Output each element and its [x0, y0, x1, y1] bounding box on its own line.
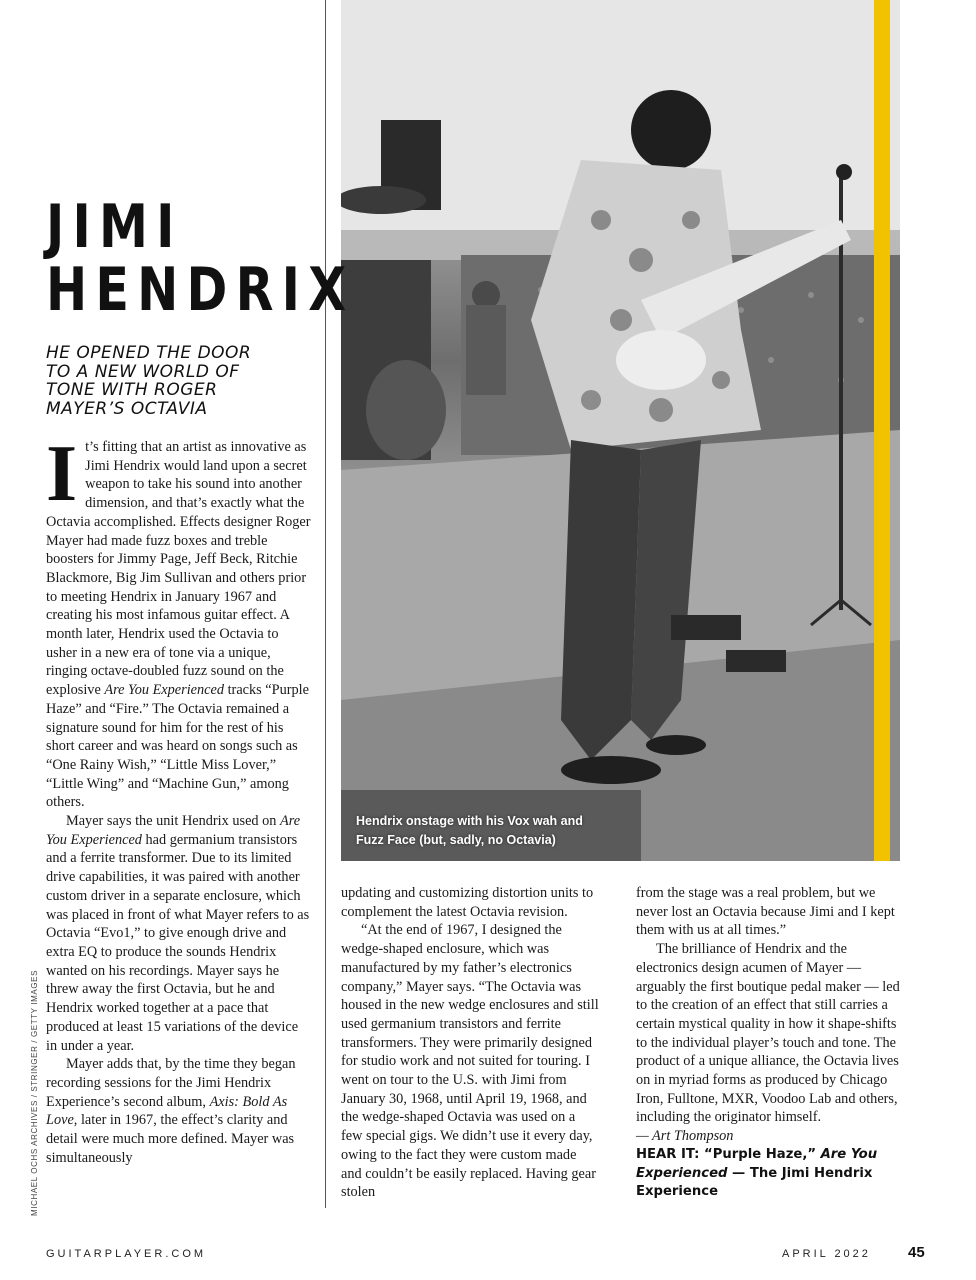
album-axis-bold-as-love: Axis: Bold As Love: [46, 1093, 288, 1129]
p1-text: t’s fitting that an artist as innovative as Jimi Hendrix would land upon a secret weapon to take his sound into another dimension, and that’s exactly what the Octavia accomplished. Effects designer Roger Mayer had made fuzz boxes and treble boosters for Jimmy Page, Jeff Beck, Ritchie Blackmore, Big Jim Sullivan and others prior to meeting Hendrix in January 1967 and creating his most infamous guitar effect. A month later, Hendrix used the Octavia to usher in a new era of tone via a unique, ringing octave-doubled fuzz sound on the explosive: [46, 439, 311, 699]
paragraph-4: updating and customizing distortion units to complement the latest Octavia revision.: [341, 885, 594, 920]
deck-line-4: MAYER’S OCTAVIA: [46, 398, 208, 419]
paragraph-7: The brilliance of Hendrix and the electronics design acumen of Mayer — arguably the first boutique pedal maker — led to the creation of an effect that still carries a certain mystical quality in how it shape-shifts to the individual player’s touch and tone. The product of a unique alliance, the Octavia lives on in myriad forms as produced by Chicago Iron, Fulltone, MXR, Voodoo Lab and others, including the originator himself.: [636, 941, 900, 1126]
footer-site: GUITARPLAYER.COM: [46, 1248, 207, 1260]
author-credit: — Art Thompson: [636, 1128, 734, 1145]
column-divider: [325, 0, 326, 1208]
body-column-1: [46, 430, 312, 1167]
article-deck: [46, 344, 316, 418]
title-line-1: JIMI: [46, 192, 183, 262]
album-are-you-experienced: Are You Experienced: [104, 682, 225, 699]
p3-text-end: , later in 1967, the effect’s clarity and detail were much more defined. Mayer was simultaneously: [46, 1112, 295, 1166]
paragraph-5: “At the end of 1967, I designed the wedge-shaped enclosure, which was manufactured by my father’s electronics company,” Mayer says. “The Octavia was housed in the new wedge enclosures and still used germanium transistors and ferrite transformers. They were primarily designed for studio work and not suited for touring. I went on tour to the U.S. with Jimi from January 30, 1968, until April 19, 1968, and the wedge-shaped Octavia was used on a few special gigs. We didn’t use it every day, owing to the fact they were custom made and couldn’t be easily replaced. Having gear stolen: [341, 922, 599, 1201]
album-are-you-experienced-2: Are You Experienced: [46, 813, 301, 848]
paragraph-2: [46, 812, 312, 1055]
paragraph-1: [46, 430, 312, 812]
photo-caption: [356, 812, 616, 850]
caption-line-2: Fuzz Face (but, sadly, no Octavia): [356, 833, 556, 847]
p2-text-end: had germanium transistors and a ferrite transformer. Due to its limited drive capabilities, it was paired with another custom driver in a separate enclosure, which was placed in front of what Mayer refers to as Octavia “Evo1,” to give enough drive and extra EQ to produce the sounds Hendrix wanted on his recordings. Mayer says he threw away the first Octavia, but he and Hendrix worked together at a pace that produced at least 15 variations of the device in under a year.: [46, 831, 310, 1054]
paragraph-6: from the stage was a real problem, but we never lost an Octavia because Jimi and I kept them with us at all times.”: [636, 885, 895, 939]
deck-line-3: TONE WITH ROGER: [46, 380, 218, 400]
footer-issue: APRIL 2022: [782, 1248, 871, 1260]
paragraph-3: [46, 1055, 312, 1167]
body-column-2: [341, 884, 599, 1202]
hear-it-album: Are You Experienced: [636, 1146, 878, 1181]
photo-illustration: [341, 0, 900, 861]
deck-line-1: HE OPENED THE DOOR: [46, 343, 252, 363]
p3-text: Mayer adds that, by the time they began recording sessions for the Jimi Hendrix Experience’s second album,: [46, 1056, 296, 1110]
body-column-3: [636, 884, 900, 1202]
p1-text-end: tracks “Purple Haze” and “Fire.” The Octavia remained a signature sound for him for the rest of his short career and was heard on songs such as “One Rainy Wish,” “Little Miss Lover,” “Little Wing” and “Machine Gun,” among others.: [46, 682, 309, 811]
hear-it-listing: [636, 1146, 900, 1202]
caption-line-1: Hendrix onstage with his Vox wah and: [356, 814, 583, 828]
page-number: 45: [908, 1244, 925, 1261]
title-line-2: HENDRIX: [46, 255, 355, 325]
hear-it-prefix: HEAR IT: “Purple Haze,”: [636, 1146, 821, 1162]
article-title: [46, 192, 355, 325]
accent-bar: [874, 0, 890, 861]
hear-it-suffix: — The Jimi Hendrix Experience: [636, 1165, 873, 1200]
deck-line-2: TO A NEW WORLD OF: [46, 361, 240, 382]
p2-text: Mayer says the unit Hendrix used on: [66, 813, 281, 830]
photo-credit: MICHAEL OCHS ARCHIVES / STRINGER / GETTY IMAGES: [30, 969, 39, 1216]
hendrix-onstage-photo: [341, 0, 900, 861]
drop-cap: I: [46, 430, 78, 518]
